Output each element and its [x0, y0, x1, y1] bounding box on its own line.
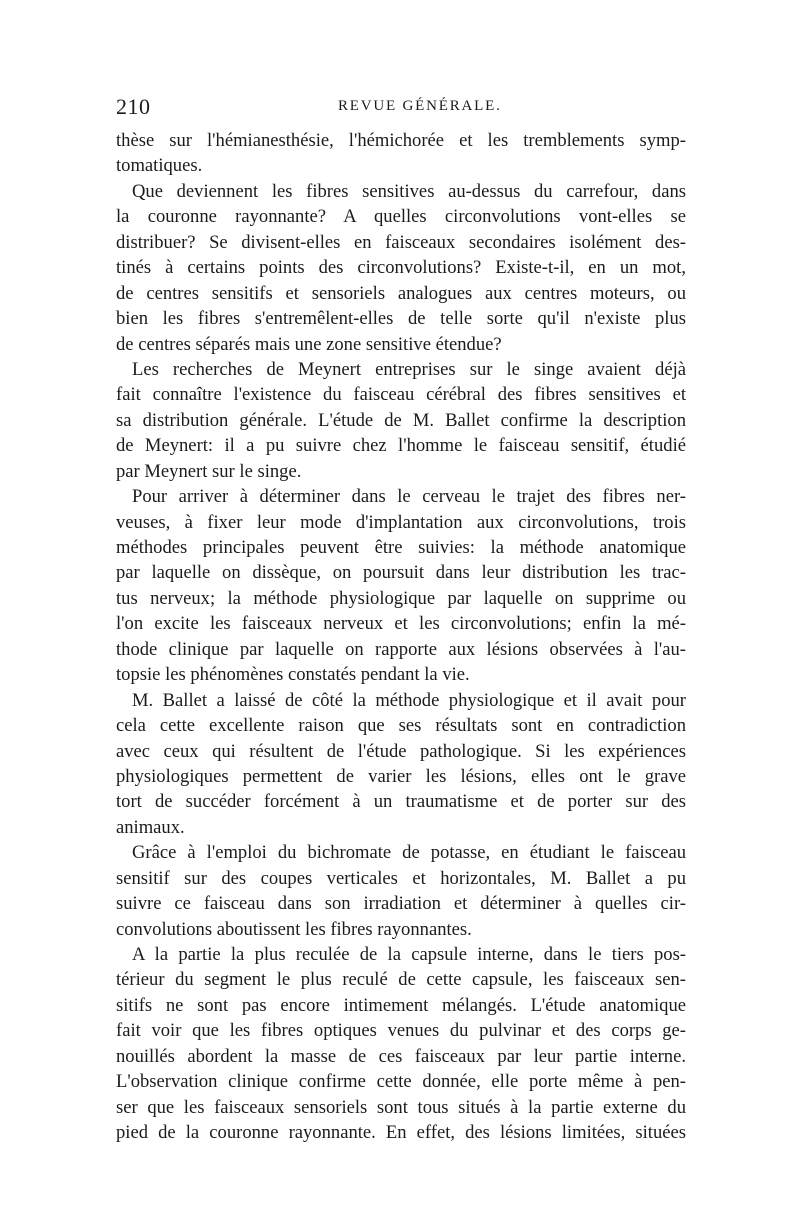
- text-line: distribuer? Se divisent-elles en faisceaux secondaires isolément des-: [116, 231, 686, 253]
- text-line: pied de la couronne rayonnante. En effet, des lésions limitées, situées: [116, 1122, 686, 1144]
- text-line: par laquelle on dissèque, on poursuit dans leur distribution les trac-: [116, 562, 686, 584]
- text-line: térieur du segment le plus reculé de cette capsule, les faisceaux sen-: [116, 969, 686, 991]
- text-line: de centres séparés mais une zone sensitive étendue?: [116, 333, 502, 355]
- text-line: sensitif sur des coupes verticales et horizontales, M. Ballet a pu: [116, 867, 686, 889]
- text-line: cela cette excellente raison que ses résultats sont en contradiction: [116, 715, 686, 737]
- text-line: bien les fibres s'entremêlent-elles de telle sorte qu'il n'existe plus: [116, 308, 686, 330]
- running-head: [116, 94, 686, 124]
- text-line: topsie les phénomènes constatés pendant la vie.: [116, 664, 470, 686]
- text-line: de centres sensitifs et sensoriels analogues aux centres moteurs, ou: [116, 282, 686, 304]
- text-line: veuses, à fixer leur mode d'implantation aux circonvolutions, trois: [116, 511, 686, 533]
- text-line: sa distribution générale. L'étude de M. Ballet confirme la description: [116, 409, 686, 431]
- text-line: M. Ballet a laissé de côté la méthode physiologique et il avait pour: [132, 689, 686, 711]
- text-line: fait voir que les fibres optiques venues du pulvinar et des corps ge-: [116, 1020, 686, 1042]
- text-line: Grâce à l'emploi du bichromate de potasse, en étudiant le faisceau: [132, 842, 686, 864]
- text-line: méthodes principales peuvent être suivies: la méthode anatomique: [116, 537, 686, 558]
- text-line: tomatiques.: [116, 155, 203, 177]
- text-line: convolutions aboutissent les fibres rayonnantes.: [116, 918, 472, 940]
- text-line: avec ceux qui résultent de l'étude pathologique. Si les expériences: [116, 740, 686, 762]
- text-line: L'observation clinique confirme cette donnée, elle porte même à pen-: [116, 1071, 686, 1093]
- text-line: tus nerveux; la méthode physiologique par laquelle on supprime ou: [116, 587, 686, 609]
- text-line: fait connaître l'existence du faisceau cérébral des fibres sensitives et: [116, 384, 686, 406]
- page-number: 210: [116, 94, 151, 119]
- text-line: Que deviennent les fibres sensitives au-dessus du carrefour, dans: [132, 180, 686, 202]
- text-line: Pour arriver à déterminer dans le cerveau le trajet des fibres ner-: [132, 486, 686, 508]
- text-line: l'on excite les faisceaux nerveux et les circonvolutions; enfin la mé-: [116, 613, 686, 635]
- text-line: tinés à certains points des circonvolutions? Existe-t-il, en un mot,: [116, 257, 686, 279]
- running-title: REVUE GÉNÉRALE.: [338, 98, 502, 114]
- text-line: de Meynert: il a pu suivre chez l'homme le faisceau sensitif, étudié: [116, 435, 686, 457]
- text-line: nouillés abordent la masse de ces faisceaux par leur partie interne.: [116, 1045, 686, 1067]
- text-line: A la partie la plus reculée de la capsule interne, dans le tiers pos-: [132, 944, 686, 965]
- text-line: suivre ce faisceau dans son irradiation et déterminer à quelles cir-: [116, 893, 686, 915]
- text-line: la couronne rayonnante? A quelles circonvolutions vont-elles se: [116, 206, 686, 228]
- body-text: [116, 128, 686, 1146]
- text-line: par Meynert sur le singe.: [116, 460, 302, 482]
- text-line: thode clinique par laquelle on rapporte aux lésions observées à l'au-: [116, 638, 686, 660]
- text-line: sitifs ne sont pas encore intimement mélangés. L'étude anatomique: [116, 994, 686, 1016]
- text-line: tort de succéder forcément à un traumatisme et de porter sur des: [116, 791, 686, 813]
- text-line: Les recherches de Meynert entreprises sur le singe avaient déjà: [132, 358, 686, 380]
- text-line: thèse sur l'hémianesthésie, l'hémichorée et les tremblements symp-: [116, 130, 686, 151]
- text-line: animaux.: [116, 816, 185, 838]
- text-line: physiologiques permettent de varier les lésions, elles ont le grave: [116, 765, 686, 787]
- text-line: ser que les faisceaux sensoriels sont tous situés à la partie externe du: [116, 1096, 686, 1118]
